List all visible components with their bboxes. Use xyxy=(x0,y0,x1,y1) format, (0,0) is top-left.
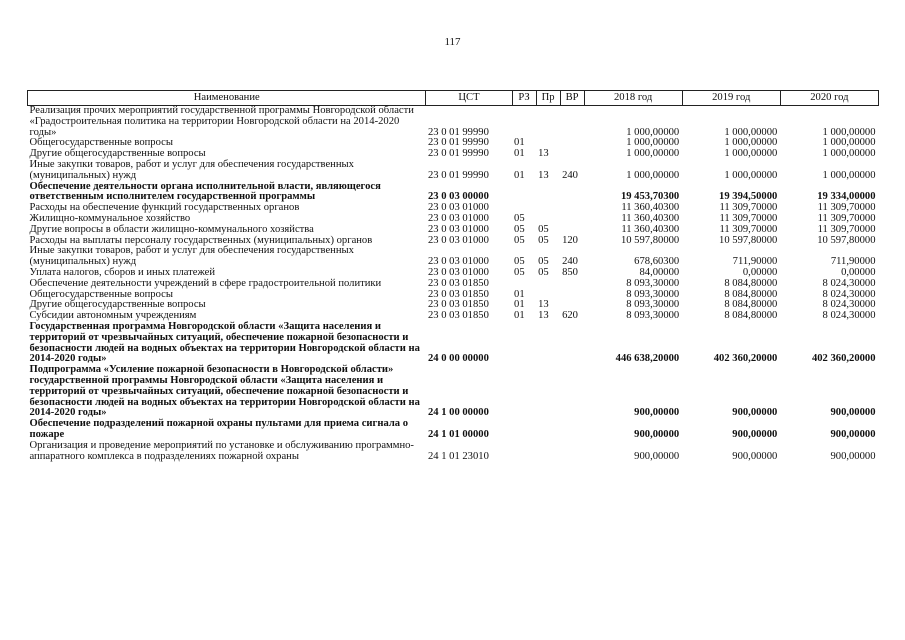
table-row xyxy=(28,246,879,268)
cell-cst: 24 1 01 00000 xyxy=(427,428,489,440)
table-row xyxy=(28,322,879,365)
cell-vr xyxy=(560,149,584,160)
cell-vr xyxy=(560,290,584,301)
cell-name: Другие общегосударственные вопросы xyxy=(29,148,206,160)
cell-2019: 8 084,80000 xyxy=(724,288,778,300)
cell-vr xyxy=(560,279,584,290)
cell-vr xyxy=(560,138,584,149)
cell-cst: 23 0 01 99990 xyxy=(427,126,489,138)
cell-vr xyxy=(560,203,584,214)
cell-2018: 1 000,00000 xyxy=(626,169,680,181)
cell-vr xyxy=(560,214,584,225)
cell-2018: 11 360,40300 xyxy=(621,202,680,214)
cell-2018: 8 093,30000 xyxy=(626,310,680,322)
cell-cst: 23 0 03 00000 xyxy=(427,191,489,203)
cell-cst: 24 1 01 23010 xyxy=(427,450,489,462)
cell-rz: 05 xyxy=(514,212,525,224)
cell-2018: 10 597,80000 xyxy=(620,234,680,246)
cell-cst: 23 0 03 01000 xyxy=(427,223,489,235)
cell-pr xyxy=(536,182,560,204)
cell-pr: 13 xyxy=(538,148,549,160)
cell-2020: 19 334,00000 xyxy=(817,191,876,203)
cell-2019: 0,00000 xyxy=(742,266,778,278)
cell-rz xyxy=(512,279,536,290)
header-2019: 2019 год xyxy=(682,91,780,106)
cell-vr xyxy=(560,322,584,365)
cell-2018: 1 000,00000 xyxy=(626,148,680,160)
cell-name: Другие общегосударственные вопросы xyxy=(29,299,206,311)
cell-2019: 1 000,00000 xyxy=(724,126,778,138)
cell-rz xyxy=(512,106,536,139)
cell-2018: 8 093,30000 xyxy=(626,299,680,311)
cell-name: Обеспечение подразделений пожарной охраны пультами для приема сигнала о пожаре xyxy=(29,418,409,440)
cell-vr xyxy=(560,106,584,139)
cell-2020: 900,00000 xyxy=(830,407,876,419)
cell-name: Иные закупки товаров, работ и услуг для обеспечения государственных (муниципальных) нужд xyxy=(29,158,354,181)
cell-2020: 8 024,30000 xyxy=(822,277,876,289)
cell-cst: 23 0 01 99990 xyxy=(427,137,489,149)
cell-2019: 900,00000 xyxy=(732,407,778,419)
cell-pr: 05 xyxy=(538,234,549,246)
cell-2020: 900,00000 xyxy=(830,450,876,462)
header-pr: Пр xyxy=(536,91,560,106)
cell-rz: 05 xyxy=(514,256,525,268)
cell-name: Расходы на обеспечение функций государственных органов xyxy=(29,202,300,214)
cell-name: Общегосударственные вопросы xyxy=(29,137,173,149)
cell-2020: 1 000,00000 xyxy=(822,137,876,149)
cell-2018: 900,00000 xyxy=(634,407,680,419)
cell-name: Обеспечение деятельности органа исполнительной власти, являющегося ответственным исполнителем государственной программы xyxy=(29,180,381,203)
table-row xyxy=(28,225,879,236)
table-header-row xyxy=(28,91,879,106)
cell-2019: 900,00000 xyxy=(732,450,778,462)
cell-pr xyxy=(536,203,560,214)
cell-2019: 19 394,50000 xyxy=(719,191,778,203)
cell-2019: 11 309,70000 xyxy=(719,223,778,235)
cell-2018: 84,00000 xyxy=(639,266,680,278)
cell-name: Обеспечение деятельности учреждений в сфере градостроительной политики xyxy=(29,277,382,289)
table-row xyxy=(28,182,879,204)
cell-rz: 01 xyxy=(514,169,525,181)
cell-pr xyxy=(536,419,560,441)
header-cst: ЦСТ xyxy=(426,91,512,106)
table-row xyxy=(28,160,879,182)
cell-2020: 1 000,00000 xyxy=(822,126,876,138)
cell-vr: 620 xyxy=(562,310,578,322)
cell-2018: 8 093,30000 xyxy=(626,288,680,300)
cell-name: Уплата налогов, сборов и иных платежей xyxy=(29,266,216,278)
cell-rz xyxy=(512,322,536,365)
cell-cst: 23 0 03 01850 xyxy=(427,310,489,322)
cell-2018: 900,00000 xyxy=(634,428,680,440)
cell-vr: 240 xyxy=(562,256,578,268)
page-number: 117 xyxy=(444,36,461,48)
cell-cst: 24 1 00 00000 xyxy=(427,407,489,419)
cell-rz: 05 xyxy=(514,223,525,235)
cell-2020: 11 309,70000 xyxy=(817,202,876,214)
cell-pr xyxy=(536,322,560,365)
cell-2018: 11 360,40300 xyxy=(621,223,680,235)
cell-pr xyxy=(536,106,560,139)
cell-name: Иные закупки товаров, работ и услуг для обеспечения государственных (муниципальных) нужд xyxy=(29,245,354,268)
cell-cst: 24 0 00 00000 xyxy=(427,353,489,365)
cell-2019: 1 000,00000 xyxy=(724,169,778,181)
cell-pr: 05 xyxy=(538,266,549,278)
cell-2019: 8 084,80000 xyxy=(724,277,778,289)
cell-cst: 23 0 01 99990 xyxy=(427,148,489,160)
table-row xyxy=(28,106,879,139)
cell-pr xyxy=(536,365,560,419)
cell-name: Другие вопросы в области жилищно-коммунального хозяйства xyxy=(29,223,314,235)
cell-2020: 8 024,30000 xyxy=(822,299,876,311)
cell-2018: 1 000,00000 xyxy=(626,137,680,149)
cell-pr xyxy=(536,279,560,290)
cell-2020: 900,00000 xyxy=(830,428,876,440)
cell-2020: 1 000,00000 xyxy=(822,169,876,181)
cell-name: Общегосударственные вопросы xyxy=(29,288,173,300)
cell-vr xyxy=(560,182,584,204)
cell-cst: 23 0 03 01000 xyxy=(427,256,489,268)
cell-cst: 23 0 01 99990 xyxy=(427,169,489,181)
cell-pr: 13 xyxy=(538,310,549,322)
cell-2019: 1 000,00000 xyxy=(724,137,778,149)
cell-2020: 402 360,20000 xyxy=(811,353,876,365)
cell-pr: 13 xyxy=(538,169,549,181)
budget-table xyxy=(27,90,879,462)
cell-rz: 05 xyxy=(514,266,525,278)
cell-rz xyxy=(512,441,536,463)
cell-2018: 900,00000 xyxy=(634,450,680,462)
table-row xyxy=(28,441,879,463)
table-row xyxy=(28,365,879,419)
cell-rz: 05 xyxy=(514,234,525,246)
cell-pr: 13 xyxy=(538,299,549,311)
cell-vr xyxy=(560,225,584,236)
cell-cst: 23 0 03 01000 xyxy=(427,212,489,224)
cell-name: Жилищно-коммунальное хозяйство xyxy=(29,212,191,224)
cell-2018: 8 093,30000 xyxy=(626,277,680,289)
cell-cst: 23 0 03 01850 xyxy=(427,288,489,300)
cell-name: Реализация прочих мероприятий государственной программы Новгородской области «Градостроительная политика на территории Новгородской области на 2014-2020 годы» xyxy=(29,105,414,138)
cell-vr xyxy=(560,419,584,441)
cell-name: Организация и проведение мероприятий по установке и обслуживанию программно-аппаратного комплекса в подразделениях пожарной охраны xyxy=(29,439,414,462)
cell-name: Подпрограмма «Усиление пожарной безопасности в Новгородской области» государственной программы Новгородской области «Защита населения и территорий от чрезвычайных ситуаций, обеспечение пожарной безопасности и безопасности людей на водных объектах на территории Новгородской области на 2014-2020 годы» xyxy=(29,364,420,419)
cell-2020: 0,00000 xyxy=(841,266,876,278)
cell-name: Государственная программа Новгородской области «Защита населения и территорий от чрезвычайных ситуаций, обеспечение пожарной безопасности и безопасности людей на водных объектах на территории Новгородской области на 2014-2020 годы» xyxy=(29,320,420,365)
cell-2020: 11 309,70000 xyxy=(817,223,876,235)
header-name: Наименование xyxy=(28,91,426,106)
cell-2019: 1 000,00000 xyxy=(724,148,778,160)
cell-vr: 850 xyxy=(562,266,578,278)
header-rz: РЗ xyxy=(512,91,536,106)
cell-2019: 11 309,70000 xyxy=(719,202,778,214)
table-row xyxy=(28,419,879,441)
cell-rz: 01 xyxy=(514,137,525,149)
cell-rz: 01 xyxy=(514,310,525,322)
cell-2018: 11 360,40300 xyxy=(621,212,680,224)
cell-rz: 01 xyxy=(514,299,525,311)
cell-2019: 8 084,80000 xyxy=(724,299,778,311)
cell-cst: 23 0 03 01000 xyxy=(427,266,489,278)
cell-2018: 678,60300 xyxy=(634,256,680,268)
header-2018: 2018 год xyxy=(584,91,682,106)
cell-2020: 10 597,80000 xyxy=(817,234,876,246)
cell-2018: 446 638,20000 xyxy=(615,353,680,365)
cell-vr xyxy=(560,365,584,419)
cell-pr xyxy=(536,441,560,463)
cell-rz: 01 xyxy=(514,288,525,300)
cell-pr: 05 xyxy=(538,223,549,235)
header-vr: ВР xyxy=(560,91,584,106)
table-row xyxy=(28,279,879,290)
cell-2019: 10 597,80000 xyxy=(719,234,778,246)
cell-pr: 05 xyxy=(538,256,549,268)
cell-2019: 11 309,70000 xyxy=(719,212,778,224)
cell-2019: 8 084,80000 xyxy=(724,310,778,322)
table-body xyxy=(28,106,879,463)
header-2020: 2020 год xyxy=(780,91,878,106)
cell-name: Расходы на выплаты персоналу государственных (муниципальных) органов xyxy=(29,234,373,246)
cell-2018: 1 000,00000 xyxy=(626,126,680,138)
cell-2018: 19 453,70300 xyxy=(620,191,680,203)
cell-cst: 23 0 03 01850 xyxy=(427,299,489,311)
cell-2019: 402 360,20000 xyxy=(713,353,778,365)
cell-cst: 23 0 03 01850 xyxy=(427,277,489,289)
cell-rz xyxy=(512,365,536,419)
cell-name: Субсидии автономным учреждениям xyxy=(29,310,197,322)
cell-cst: 23 0 03 01000 xyxy=(427,234,489,246)
cell-vr: 240 xyxy=(562,169,578,181)
cell-rz xyxy=(512,419,536,441)
cell-vr xyxy=(560,441,584,463)
cell-2020: 11 309,70000 xyxy=(817,212,876,224)
cell-rz xyxy=(512,182,536,204)
cell-2020: 711,90000 xyxy=(830,256,876,268)
cell-rz: 01 xyxy=(514,148,525,160)
cell-2020: 8 024,30000 xyxy=(822,288,876,300)
cell-2020: 1 000,00000 xyxy=(822,148,876,160)
cell-cst: 23 0 03 01000 xyxy=(427,202,489,214)
cell-2019: 900,00000 xyxy=(732,428,778,440)
cell-2020: 8 024,30000 xyxy=(822,310,876,322)
cell-2019: 711,90000 xyxy=(732,256,778,268)
cell-vr: 120 xyxy=(562,234,578,246)
